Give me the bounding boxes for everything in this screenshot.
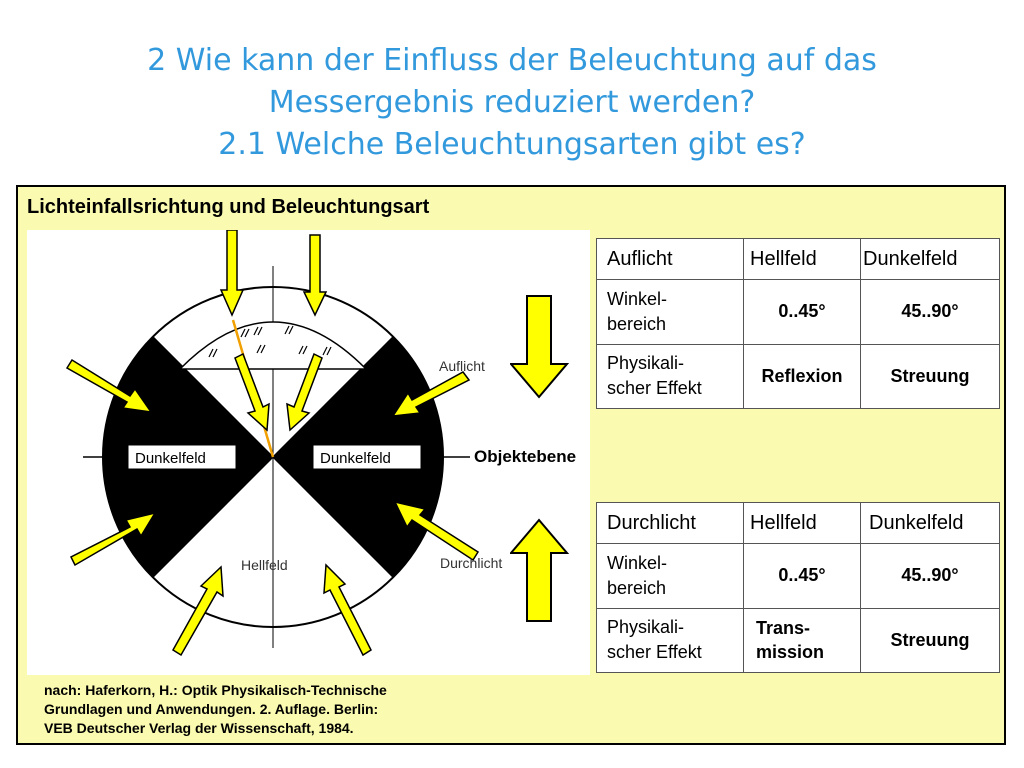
durchlicht-header-type: Durchlicht bbox=[597, 503, 744, 544]
auflicht-header-type: Auflicht bbox=[597, 239, 744, 280]
durchlicht-table bbox=[596, 502, 1000, 673]
auflicht-header-dunkelfeld: Dunkelfeld bbox=[861, 239, 1000, 280]
auflicht-winkel-label-b: bereich bbox=[607, 313, 667, 334]
durchlicht-effekt-label-b: scher Effekt bbox=[607, 642, 702, 663]
label-objektebene: Objektebene bbox=[474, 447, 577, 466]
auflicht-winkel-label-a: Winkel- bbox=[607, 288, 668, 309]
source-line-1: nach: Haferkorn, H.: Optik Physikalisch-Technische bbox=[44, 682, 387, 698]
auflicht-header-hellfeld: Hellfeld bbox=[744, 239, 861, 280]
label-dunkelfeld-right: Dunkelfeld bbox=[320, 450, 391, 467]
label-durchlicht: Durchlicht bbox=[440, 555, 503, 571]
panel-heading: Lichteinfallsrichtung und Beleuchtungsart bbox=[27, 196, 430, 218]
up-arrow-icon bbox=[510, 517, 570, 623]
auflicht-winkel-label bbox=[597, 280, 744, 345]
auflicht-table bbox=[596, 238, 1000, 409]
durchlicht-winkel-label-a: Winkel- bbox=[607, 552, 668, 573]
slide-title bbox=[0, 40, 1024, 166]
auflicht-effekt-hellfeld: Reflexion bbox=[744, 344, 861, 409]
down-arrow-icon bbox=[510, 294, 570, 400]
durchlicht-winkel-label-b: bereich bbox=[607, 577, 667, 598]
title-line-3: 2.1 Welche Beleuchtungsarten gibt es? bbox=[218, 127, 806, 162]
durchlicht-effekt-label-a: Physikali- bbox=[607, 617, 685, 638]
auflicht-effekt-label-b: scher Effekt bbox=[607, 378, 702, 399]
durchlicht-row-winkel bbox=[597, 544, 1000, 609]
durchlicht-effekt-hellfeld bbox=[744, 608, 861, 673]
durchlicht-row-effekt bbox=[597, 608, 1000, 673]
durchlicht-effekt-hellfeld-b: mission bbox=[756, 642, 825, 663]
title-line-2: Messergebnis reduziert werden? bbox=[268, 85, 756, 120]
durchlicht-winkel-dunkelfeld: 45..90° bbox=[861, 544, 1000, 609]
auflicht-row-effekt bbox=[597, 344, 1000, 409]
durchlicht-effekt-label bbox=[597, 608, 744, 673]
auflicht-header-row bbox=[597, 239, 1000, 280]
label-hellfeld: Hellfeld bbox=[241, 557, 288, 573]
title-line-1: 2 Wie kann der Einfluss der Beleuchtung auf das bbox=[147, 43, 877, 78]
label-auflicht: Auflicht bbox=[439, 358, 485, 374]
durchlicht-header-hellfeld: Hellfeld bbox=[744, 503, 861, 544]
source-line-2: Grundlagen und Anwendungen. 2. Auflage. Berlin: bbox=[44, 701, 379, 717]
source-citation bbox=[44, 681, 387, 738]
label-dunkelfeld-left: Dunkelfeld bbox=[135, 450, 206, 467]
auflicht-winkel-dunkelfeld: 45..90° bbox=[861, 280, 1000, 345]
durchlicht-header-dunkelfeld: Dunkelfeld bbox=[861, 503, 1000, 544]
source-line-3: VEB Deutscher Verlag der Wissenschaft, 1984. bbox=[44, 720, 354, 736]
durchlicht-winkel-hellfeld: 0..45° bbox=[744, 544, 861, 609]
auflicht-winkel-hellfeld: 0..45° bbox=[744, 280, 861, 345]
durchlicht-winkel-label bbox=[597, 544, 744, 609]
auflicht-effekt-label-a: Physikali- bbox=[607, 353, 685, 374]
auflicht-row-winkel bbox=[597, 280, 1000, 345]
auflicht-effekt-dunkelfeld: Streuung bbox=[861, 344, 1000, 409]
durchlicht-header-row bbox=[597, 503, 1000, 544]
durchlicht-effekt-hellfeld-a: Trans- bbox=[756, 618, 811, 639]
auflicht-effekt-label bbox=[597, 344, 744, 409]
durchlicht-effekt-dunkelfeld: Streuung bbox=[861, 608, 1000, 673]
